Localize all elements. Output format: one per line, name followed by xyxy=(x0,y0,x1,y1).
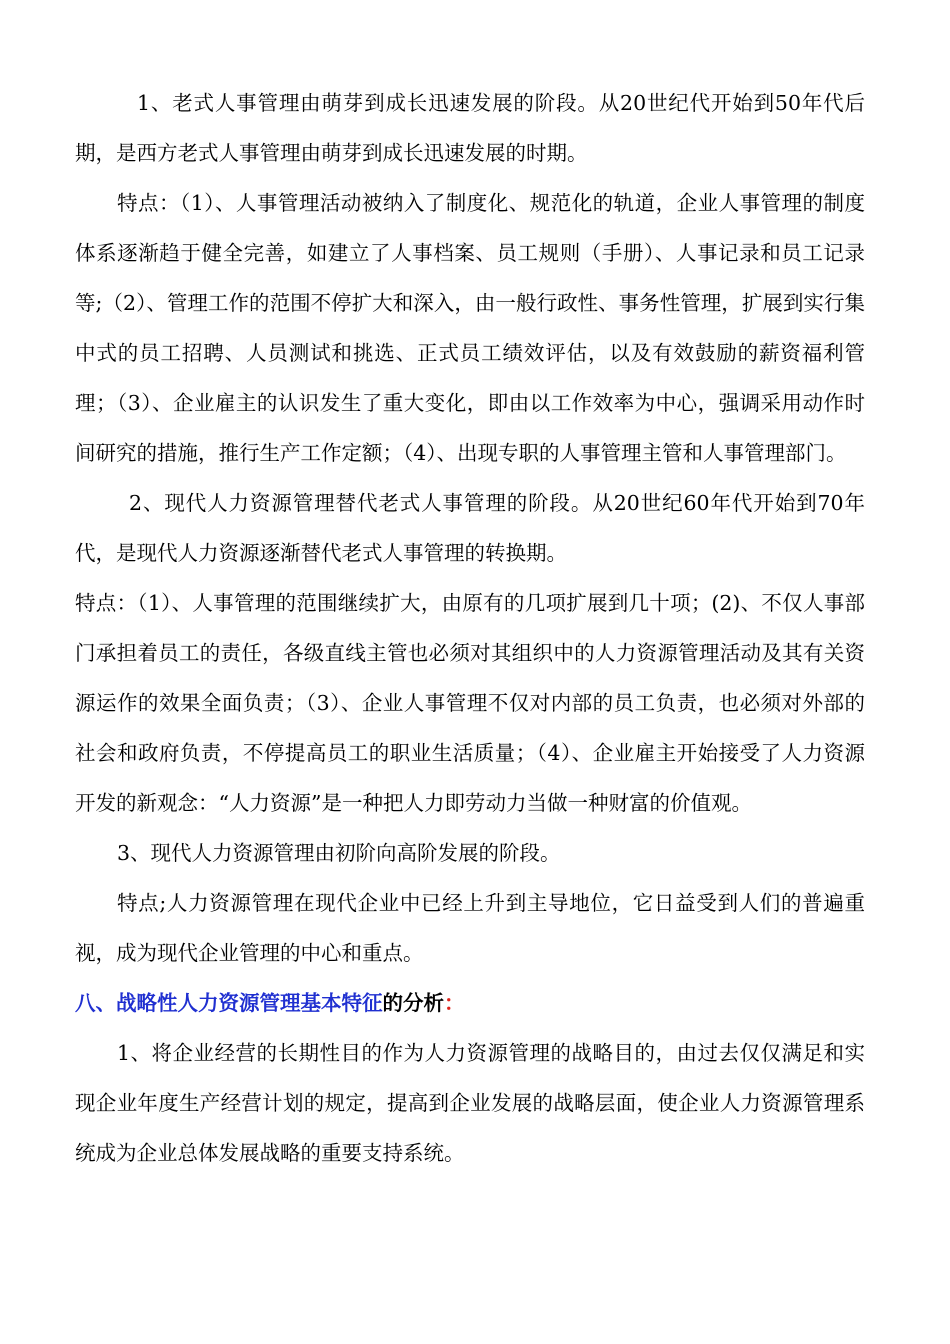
paragraph-stage-3: 3、现代人力资源管理由初阶向高阶发展的阶段。 xyxy=(117,841,561,865)
paragraph-strategic-1: 1、将企业经营的长期性目的作为人力资源管理的战略目的，由过去仅仅满足和实现企业年度生产经营计划的规定，提高到企业发展的战略层面，使企业人力资源管理系统成为企业总体发展战略的重要支持系统。 xyxy=(75,1041,865,1165)
section-heading-black: 的分析 xyxy=(382,991,444,1015)
paragraph-stage-2: 2、现代人力资源管理替代老式人事管理的阶段。从20世纪60年代开始到70年代，是现代人力资源逐渐替代老式人事管理的转换期。 xyxy=(75,491,865,565)
paragraph-stage-3-features: 特点;人力资源管理在现代企业中已经上升到主导地位，它日益受到人们的普遍重视，成为现代企业管理的中心和重点。 xyxy=(75,891,865,965)
section-heading-colon: ： xyxy=(444,991,465,1015)
paragraph-stage-2-features: 特点：（1）、人事管理的范围继续扩大，由原有的几项扩展到几十项；(2)、不仅人事部门承担着员工的责任，各级直线主管也必须对其组织中的人力资源管理活动及其有关资源运作的效果全面负责；（3）、企业人事管理不仅对内部的员工负责，也必须对外部的社会和政府负责，不停提高员工的职业生活质量；（4）、企业雇主开始接受了人力资源开发的新观念：“人力资源”是一种把人力即劳动力当做一种财富的价值观。 xyxy=(75,591,865,815)
paragraph-stage-1: 1、老式人事管理由萌芽到成长迅速发展的阶段。从20世纪代开始到50年代后期，是西方老式人事管理由萌芽到成长迅速发展的时期。 xyxy=(75,91,865,165)
paragraph-stage-1-features: 特点：（1）、人事管理活动被纳入了制度化、规范化的轨道，企业人事管理的制度体系逐渐趋于健全完善，如建立了人事档案、员工规则（手册）、人事记录和员工记录等;（2）、管理工作的范围不停扩大和深入，由一般行政性、事务性管理，扩展到实行集中式的员工招聘、人员测试和挑选、正式员工绩效评估，以及有效鼓励的薪资福利管理；（3）、企业雇主的认识发生了重大变化，即由以工作效率为中心，强调采用动作时间研究的措施，推行生产工作定额；（4）、出现专职的人事管理主管和人事管理部门。 xyxy=(75,191,865,465)
section-heading-blue: 八、战略性人力资源管理基本特征 xyxy=(75,991,383,1015)
document-page xyxy=(75,78,865,1178)
section-heading xyxy=(75,978,865,1028)
